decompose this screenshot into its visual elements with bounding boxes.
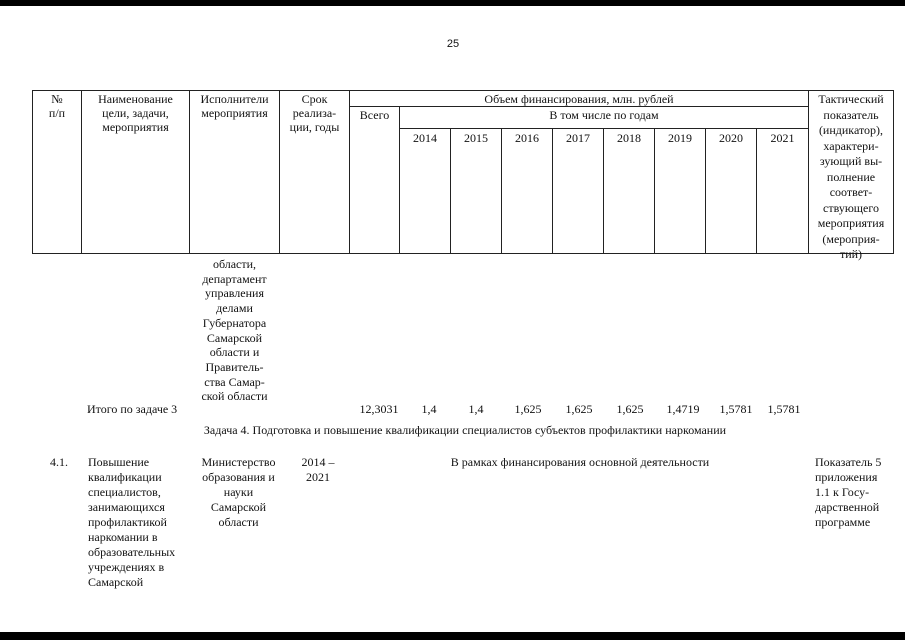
header-year: 2018 xyxy=(617,131,641,145)
header-by-years: В том числе по годам xyxy=(549,108,659,122)
total-year-value: 1,625 xyxy=(514,402,542,416)
row-term: 2014 – 2021 xyxy=(301,455,335,484)
total-year-value: 1,4 xyxy=(468,402,484,416)
top-border xyxy=(0,0,905,6)
continued-executors: области, департамент управления делами Губернатора Самарской области и Правитель- ства Самар- ской области xyxy=(201,257,268,404)
header-year: 2015 xyxy=(464,131,488,145)
header-indicator: Тактический показатель (индикатор), характери- зующий вы- полнение соответ- ствующего мероприятия (мероприя- тий) xyxy=(817,92,885,261)
row-finance: В рамках финансирования основной деятельности xyxy=(450,455,710,469)
row-number: 4.1. xyxy=(50,455,68,469)
header-year: 2016 xyxy=(515,131,539,145)
total-year-value: 1,4 xyxy=(421,402,437,416)
total-year-value: 1,5781 xyxy=(719,402,753,416)
header-finance: Объем финансирования, млн. рублей xyxy=(484,92,674,106)
total-year-value: 1,625 xyxy=(616,402,644,416)
header-year: 2020 xyxy=(719,131,743,145)
header-year: 2019 xyxy=(668,131,692,145)
row-indicator: Показатель 5 приложения 1.1 к Госу- дарственной программе xyxy=(815,455,882,529)
header-name: Наименование цели, задачи, мероприятия xyxy=(98,92,173,134)
total-label: Итого по задаче 3 xyxy=(87,402,178,416)
row-executors: Министерство образования и науки Самарской области xyxy=(201,455,276,529)
task-title: Задача 4. Подготовка и повышение квалификации специалистов субъектов профилактики наркомании xyxy=(203,423,727,437)
bottom-border xyxy=(0,632,905,640)
header-year: 2017 xyxy=(566,131,590,145)
header-number: № п/п xyxy=(48,92,66,120)
header-executors: Исполнители мероприятия xyxy=(200,92,269,120)
total-year-value: 1,5781 xyxy=(767,402,801,416)
page-number: 25 xyxy=(446,38,460,50)
row-name: Повышение квалификации специалистов, занимающихся профилактикой наркомании в образовательных учреждениях в Самарской xyxy=(88,455,176,589)
header-year: 2014 xyxy=(413,131,437,145)
header-total: Всего xyxy=(359,108,390,122)
total-year-value: 1,4719 xyxy=(666,402,700,416)
total-year-value: 1,625 xyxy=(565,402,593,416)
header-year: 2021 xyxy=(770,131,795,145)
header-term: Срок реализа- ции, годы xyxy=(289,92,340,134)
total-value: 12,3031 xyxy=(359,402,399,416)
